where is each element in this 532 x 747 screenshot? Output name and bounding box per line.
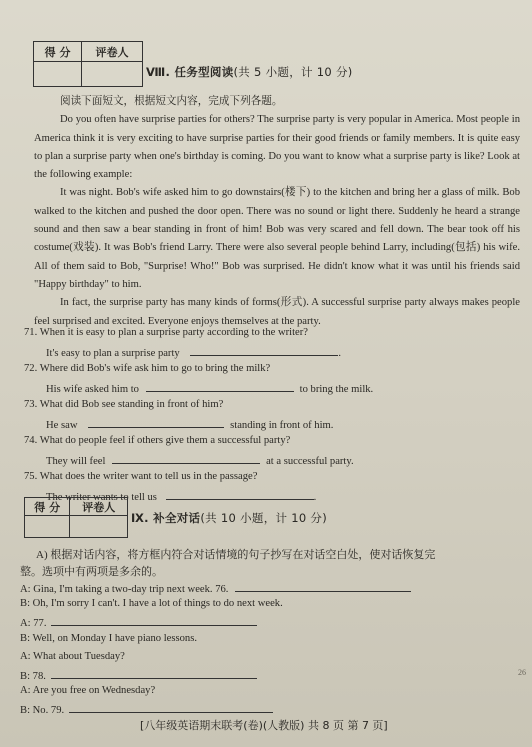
answer-75-prefix: The writer wants to tell us (46, 492, 157, 503)
answer-74-suffix: at a successful party. (266, 456, 354, 467)
page-footer: [八年级英语期末联考(卷)(人教版) 共 8 页 第 7 页] (140, 719, 388, 732)
answer-74-line (46, 453, 354, 467)
dialogue-line-6-text: B: 78. (20, 671, 46, 682)
passage-paragraph-1: Do you often have surprise parties for others? The surprise party is very popular in America. Most people in America think it is very exciting to have surprise parties for their good friends or family members. It is quite easy to plan a surprise party when one's birthday is coming. Do you want to know what a surprise party is like? Look at the following example: (34, 114, 520, 181)
dialogue-line-2: B: Oh, I'm sorry I can't. I have a lot of things to do next week. (20, 598, 283, 609)
answer-75-blank[interactable] (166, 489, 314, 500)
question-74: 74. What do people feel if others give them a successful party? (24, 435, 291, 446)
grader-label: 评卷人 (82, 42, 143, 62)
dialogue-line-1 (20, 581, 411, 595)
answer-71-suffix: . (338, 348, 342, 359)
instruction-9b: 整。选项中有两项是多余的。 (20, 566, 163, 578)
answer-74-blank[interactable] (112, 453, 260, 464)
answer-73-blank[interactable] (88, 417, 224, 428)
score-label: 得 分 (34, 42, 82, 62)
section-8-subtitle: (共 5 小题，计 10 分) (233, 65, 353, 79)
answer-72-line (46, 381, 373, 395)
instruction-8: 阅读下面短文，根据短文内容，完成下列各题。 (60, 96, 283, 107)
answer-71-blank[interactable] (190, 345, 338, 356)
answer-72-prefix: His wife asked him to (46, 384, 139, 395)
answer-76-blank[interactable] (235, 581, 411, 592)
section-9-subtitle: (共 10 小题，计 10 分) (200, 511, 328, 525)
dialogue-line-5: A: What about Tuesday? (20, 651, 125, 662)
passage-paragraph-3: In fact, the surprise party has many kinds of forms(形式). A successful surprise party always makes people feel surprised and excited. Everyone enjoys themselves at the party. (34, 297, 520, 327)
dialogue-line-8-text: B: No. 79. (20, 705, 65, 716)
section-8-title (146, 64, 353, 80)
score-box-8 (33, 41, 143, 87)
dialogue-line-3-text: A: 77. (20, 618, 47, 629)
dialogue-line-1-text: A: Gina, I'm taking a two-day trip next week. 76. (20, 584, 229, 595)
grader-cell-9[interactable] (70, 516, 128, 538)
question-75: 75. What does the writer want to tell us in the passage? (24, 471, 258, 482)
answer-73-line (46, 417, 333, 431)
grader-cell[interactable] (82, 62, 143, 87)
answer-71-line (46, 345, 341, 359)
dialogue-line-4: B: Well, on Monday I have piano lessons. (20, 633, 197, 644)
grader-label-9: 评卷人 (70, 498, 128, 516)
dialogue-line-8 (20, 702, 273, 716)
reading-passage (34, 93, 520, 331)
section-9-title (131, 510, 327, 526)
answer-72-blank[interactable] (146, 381, 294, 392)
dialogue-line-3 (20, 615, 257, 629)
question-71: 71. When it is easy to plan a surprise party according to the writer? (24, 327, 308, 338)
dialogue-line-6 (20, 668, 257, 682)
answer-73-prefix: He saw (46, 420, 78, 431)
question-73: 73. What did Bob see standing in front of him? (24, 399, 224, 410)
answer-73-suffix: standing in front of him. (230, 420, 334, 431)
score-cell[interactable] (34, 62, 82, 87)
answer-71-prefix: It's easy to plan a surprise party (46, 348, 180, 359)
answer-79-blank[interactable] (69, 702, 273, 713)
score-label-9: 得 分 (25, 498, 70, 516)
answer-75-suffix: . (313, 492, 317, 503)
section-8-title-text: Ⅷ. 任务型阅读 (146, 65, 234, 79)
dialogue-line-7: A: Are you free on Wednesday? (20, 685, 156, 696)
instruction-9a: A) 根据对话内容，将方框内符合对话情境的句子抄写在对话空白处，使对话恢复完 (36, 549, 436, 561)
passage-paragraph-2: It was night. Bob's wife asked him to go downstairs(楼下) to the kitchen and bring her a glass of milk. Bob walked to the kitchen and pushed the door open. There was no sound or light there. Suddenly he heard a strange sound and then saw a bear standing in front of him! Bob was very scared and fell down. The bear took off his costume(戏装). It was Bob's friend Larry. There were also several people behind Larry, including(包括) his wife. All of them said to Bob, "Surprise! Who!" Bob was surprised. He didn't know what it was until his friends said "Happy birthday" to him. (34, 187, 520, 290)
score-cell-9[interactable] (25, 516, 70, 538)
answer-72-suffix: to bring the milk. (299, 384, 374, 395)
score-box-9 (24, 497, 128, 538)
question-72: 72. Where did Bob's wife ask him to go to bring the milk? (24, 363, 271, 374)
answer-74-prefix: They will feel (46, 456, 106, 467)
answer-78-blank[interactable] (51, 668, 257, 679)
section-9-title-text: Ⅸ. 补全对话 (131, 511, 201, 525)
answer-77-blank[interactable] (51, 615, 257, 626)
side-mark: 26 (518, 668, 526, 677)
